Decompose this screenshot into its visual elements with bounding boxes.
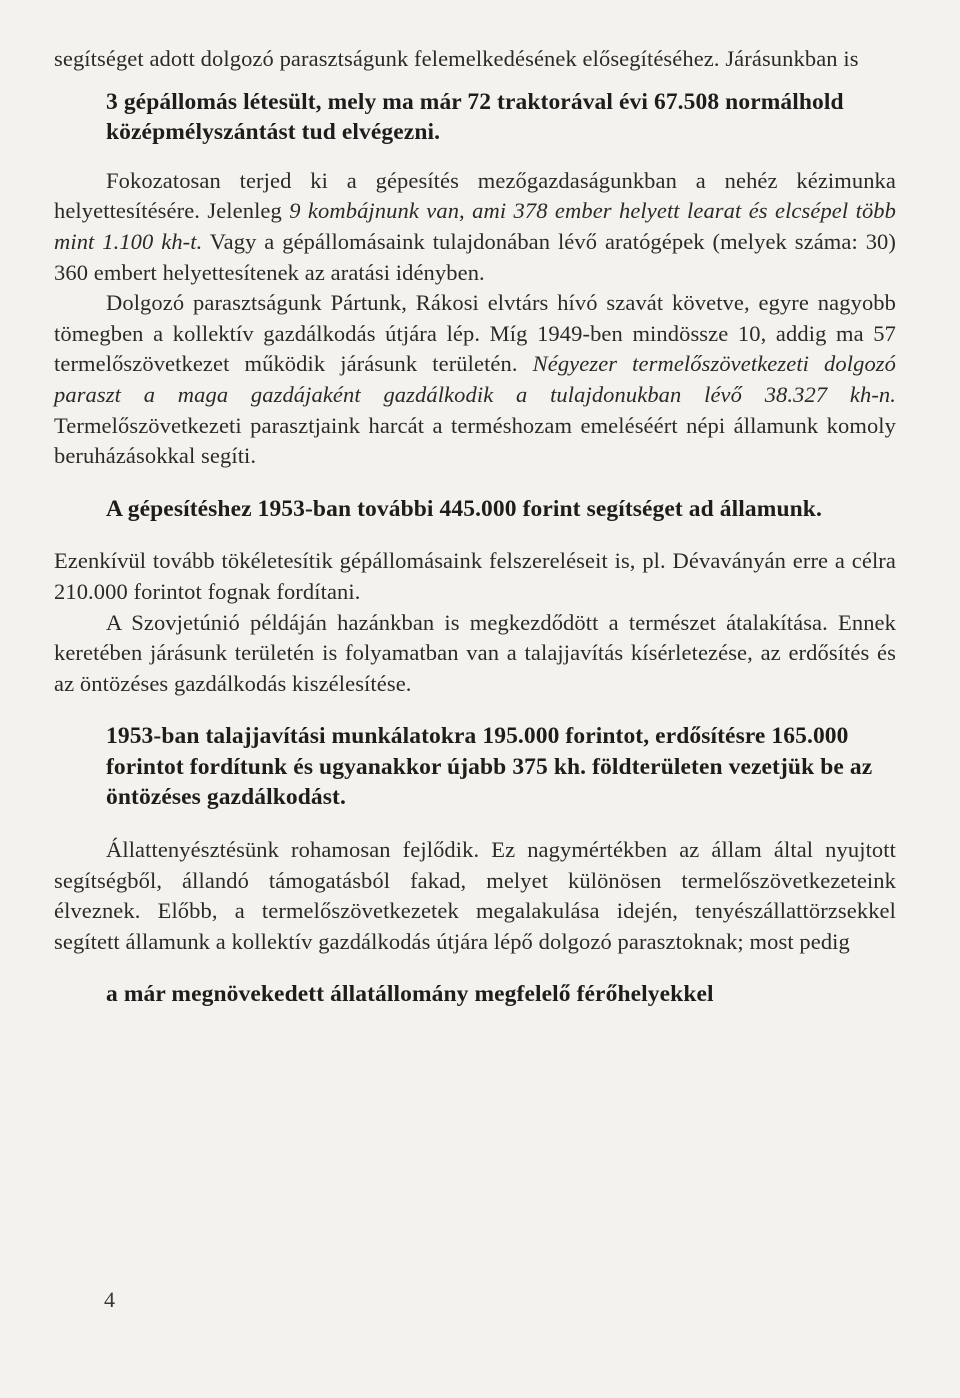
paragraph-machine-stations: 3 gépállomás létesült, mely ma már 72 traktorával évi 67.508 normálhold középmélyszántást tud elvégezni. — [106, 88, 844, 146]
paragraph-mechanization — [54, 166, 896, 288]
page-number: 4 — [104, 1287, 115, 1312]
paragraph-mechanization-funding: A gépesítéshez 1953-ban további 445.000 forint segítséget ad államunk. — [106, 495, 822, 522]
paragraph-intro: segítséget adott dolgozó parasztságunk felemelkedésének elősegítéséhez. Járásunkban is — [54, 46, 859, 71]
paragraph-cooperatives — [54, 288, 896, 472]
paragraph-nature-transformation: A Szovjetúnió példáján hazánkban is megkezdődött a természet átalakítása. Ennek keretében járásunk területén is folyamatban van a talajjavítás kísérletezése, az erdősítés és az öntözéses gazdálkodás kiszélesítése. — [54, 609, 896, 696]
mechanization-text-a: Fokozatosan terjed ki a gépesítés mezőgazdaságunkban a nehéz kézimunka helyettesítésére. Jelenleg — [54, 167, 896, 224]
paragraph-livestock-housing: a már megnövekedett állatállomány megfelelő férőhelyekkel — [106, 981, 714, 1008]
document-page — [54, 44, 896, 1374]
cooperatives-italic: Négyezer termelőszövetkezeti dolgozó paraszt a maga gazdájaként gazdálkodik a tulajdonukban lévő 38.327 kh-n. — [54, 351, 897, 407]
paragraph-equipment: Ezenkívül tovább tökéletesítik gépállomásaink felszereléseit is, pl. Dévaványán erre a célra 210.000 forintot fognak fordítani. — [54, 548, 896, 604]
mechanization-text-c: Vagy a gépállomásaink tulajdonában lévő aratógépek (melyek száma: 30) 360 embert helyettesítenek az aratási idényben. — [54, 228, 896, 285]
cooperatives-text-a: Dolgozó parasztságunk Pártunk, Rákosi elvtárs hívó szavát követve, egyre nagyobb tömegben a kollektív gazdálkodás útjára lép. Míg 1949-ben mindössze 10, addig ma 57 termelőszövetkezet működik járásunk területén. — [54, 290, 896, 377]
mechanization-combines-italic: 9 kombájnunk van, ami 378 ember helyett learat és elcsépel több mint 1.100 kh-t. — [54, 198, 896, 254]
paragraph-soil-funding: 1953-ban talajjavítási munkálatokra 195.000 forintot, erdősítésre 165.000 forintot fordítunk és ugyanakkor újabb 375 kh. földterületen vezetjük be az öntözéses gazdálkodást. — [106, 723, 873, 811]
cooperatives-text-c: Termelőszövetkezeti parasztjaink harcát a terméshozam emeléséért népi államunk komoly beruházásokkal segíti. — [54, 412, 896, 469]
paragraph-livestock: Állattenyésztésünk rohamosan fejlődik. Ez nagymértékben az állam által nyujtott segítségből, állandó támogatásból fakad, melyet különösen termelőszövetkezeteink élveznek. Előbb, a termelőszövetkezetek megalakulása idején, tenyészállattörzsekkel segített államunk a kollektív gazdálkodás útjára lépő dolgozó parasztoknak; most pedig — [54, 837, 896, 954]
